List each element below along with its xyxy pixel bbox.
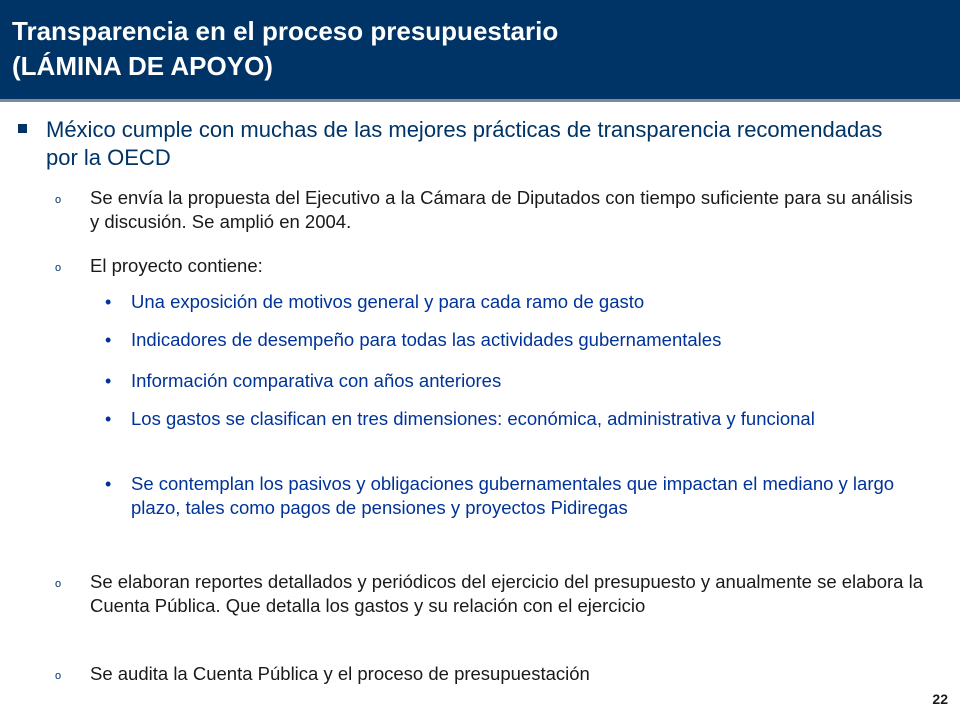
project-item-exposition [105,290,920,314]
circle-bullet-icon: o [55,670,62,682]
slide-title-line-2: (LÁMINA DE APOYO) [12,51,273,81]
circle-bullet-icon: o [55,578,62,590]
project-item-comparative [105,369,920,393]
square-bullet-icon [18,124,27,133]
dot-bullet-icon: • [105,474,112,494]
project-item-text: Se contemplan los pasivos y obligaciones gubernamentales que impactan el mediano y largo plazo, tales como pagos de pensiones y proyectos Pidiregas [131,473,895,518]
dot-bullet-icon: • [105,292,112,312]
dot-bullet-icon: • [105,330,112,350]
project-item-indicators [105,328,920,352]
main-bullet-text: México cumple con muchas de las mejores prácticas de transparencia recomendadas por la OECD [46,117,883,170]
sub-bullet-text: Se audita la Cuenta Pública y el proceso de presupuestación [90,663,590,684]
dot-bullet-icon: • [105,371,112,391]
project-item-text: Una exposición de motivos general y para cada ramo de gasto [131,291,645,312]
dot-bullet-icon: • [105,409,112,429]
sub-bullet-reports [55,570,925,618]
project-item-text: Los gastos se clasifican en tres dimensiones: económica, administrativa y funcional [131,408,815,429]
sub-bullet-project-contents [55,254,925,278]
circle-bullet-icon: o [55,194,62,206]
sub-bullet-text: Se envía la propuesta del Ejecutivo a la Cámara de Diputados con tiempo suficiente para su análisis y discusión. Se amplió en 2004. [90,187,913,232]
main-bullet [18,116,918,172]
project-item-classification [105,407,920,431]
sub-bullet-submission [55,186,925,234]
sub-bullet-audit [55,662,925,686]
circle-bullet-icon: o [55,262,62,274]
slide-title-line-1: Transparencia en el proceso presupuestario [12,16,559,46]
sub-bullet-text: Se elaboran reportes detallados y periódicos del ejercicio del presupuesto y anualmente se elabora la Cuenta Pública. Que detalla los gastos y su relación con el ejercicio [90,571,924,616]
project-item-text: Información comparativa con años anteriores [131,370,502,391]
page-number: 22 [932,691,948,707]
project-item-liabilities [105,472,920,520]
sub-bullet-text: El proyecto contiene: [90,255,263,276]
project-item-text: Indicadores de desempeño para todas las actividades gubernamentales [131,329,722,350]
